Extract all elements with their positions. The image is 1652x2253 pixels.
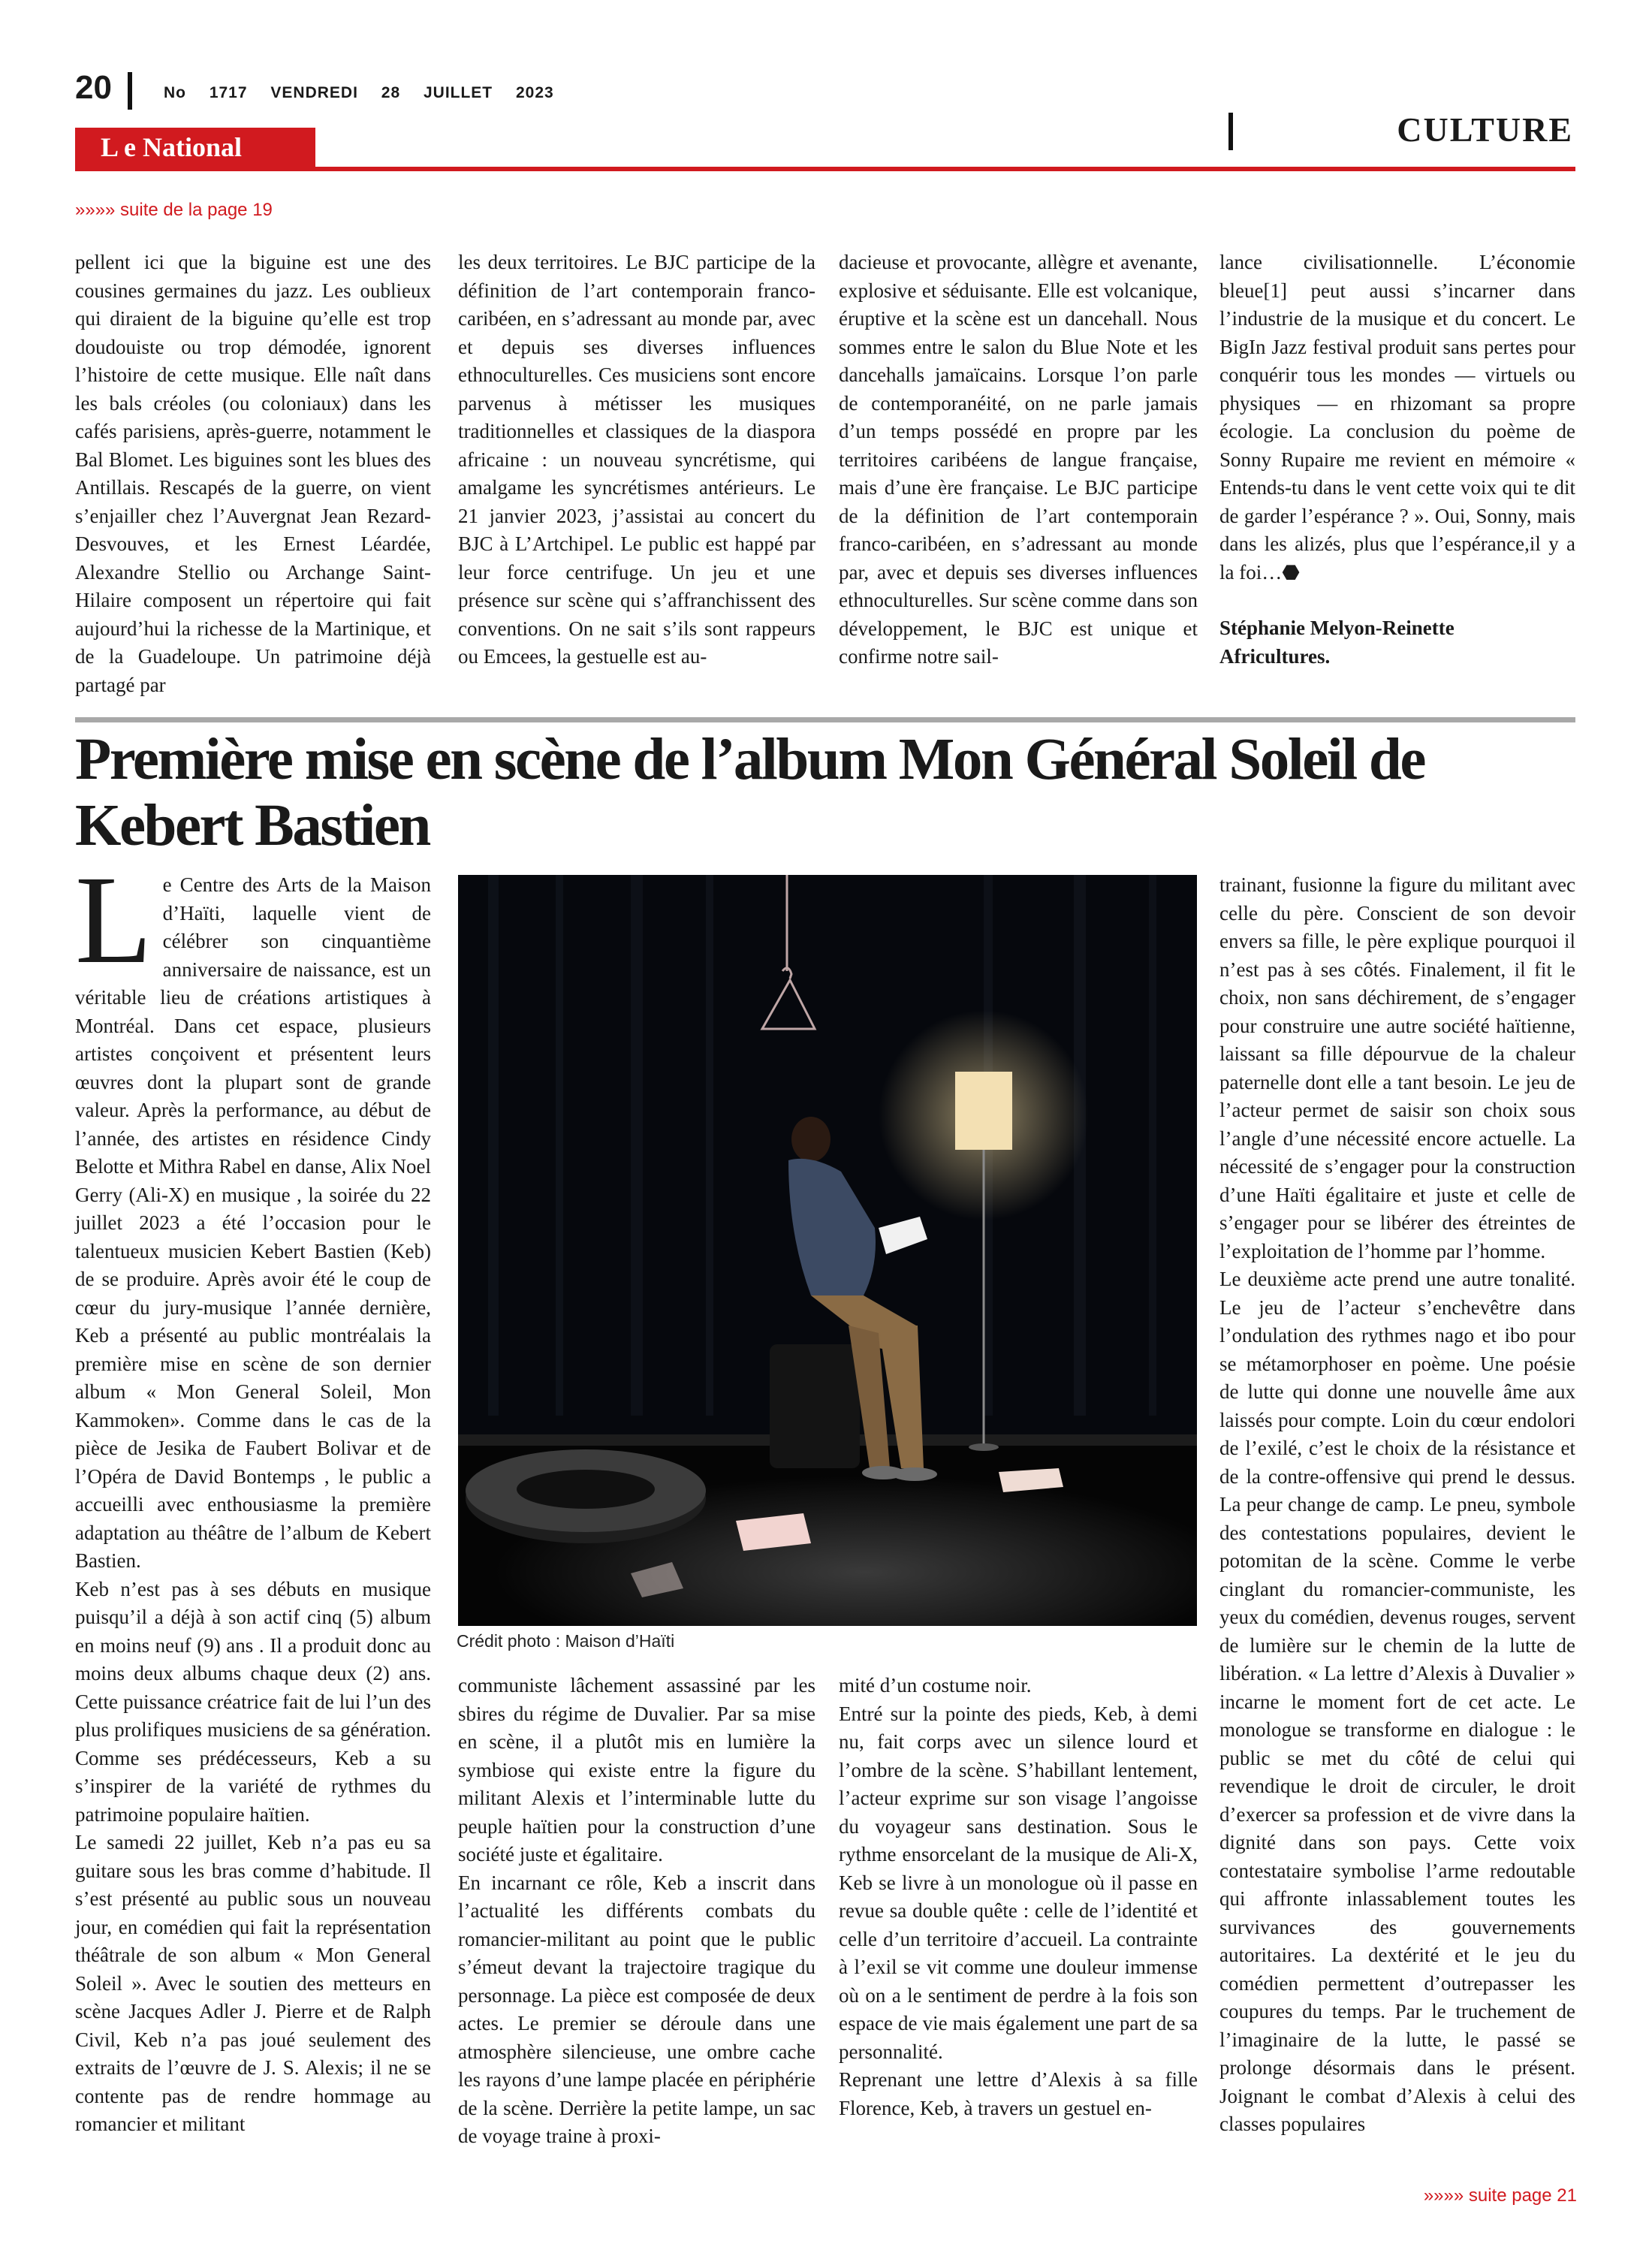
paragraph: [1219, 249, 1575, 587]
top-article-column-1: [75, 249, 431, 696]
headline: Première mise en scène de l’album Mon Général Soleil de Kebert Bastien: [75, 727, 1424, 858]
paragraph: dacieuse et provocante, allègre et avenante, explosive et séduisante. Elle est volcanique, éruptive et la scène est un dancehall. Nous sommes entre le salon du Blue Note et les dancehalls jamaïcains. Lorsque l’on parle de contemporanéité, on ne parle jamais d’un temps possédé en propre par les territoires caribéens de langue française, mais d’une ère française. Le BJC participe de la définition de l’art contemporain franco-caribéen, en s’adressant au monde par, avec et depuis ses diverses influences ethnoculturelles. Sur scène comme dans son développement, le BJC est unique et confirme notre sail-: [839, 251, 1198, 668]
paragraph: Entré sur la pointe des pieds, Keb, à demi nu, fait corps avec un silence lourd et l’ombre de la scène. S’habillant lentement, l’acteur exprime sur son visage l’angoisse du voyageur sans destination. Sous le rythme ensorcelant de la musique de Ali-X, Keb se livre à un monologue où il passe en revue sa double quête : celle de l’identité et celle d’un territoire d’accueil. La contrainte à l’exil se vit comme une douleur immense où on a le sentiment de perdre à la fois son espace de vie mais également une part de sa personnalité.: [839, 1702, 1198, 2063]
day: 28: [381, 84, 401, 101]
paragraph: Reprenant une lettre d’Alexis à sa fille Florence, Keb, à travers un gestuel en-: [839, 2068, 1198, 2119]
top-article-column-2: [458, 249, 815, 684]
spacer: [1219, 587, 1575, 614]
lead-text: e Centre des Arts de la Maison d’Haïti, laquelle vient de célébrer son cinquantième anniversaire de naissance, est un véritable lieu de créations artistiques à Montréal. Dans cet espace, plusieurs artistes conçoivent et présentent leurs œuvres dont la plupart sont de grande valeur. Après la performance, au début de l’année, des artistes en résidence Cindy Belotte et Mithra Rabel en danse, Alix Noel Gerry (Ali-X) en musique , la soirée du 22 juillet 2023 a été l’occasion pour le talentueux musicien Kebert Bastien (Keb) de se produire. Après avoir été le coup de cœur du jury-musique l’année dernière, Keb a présenté au public montréalais la première mise en scène de son dernier album « Mon General Soleil, Mon Kammoken». Comme dans le cas de la pièce de Jesika de Faubert Bolivar et de l’Opéra de David Bontemps , le public a accueilli avec enthousiasme la première adaptation au théâtre de l’album de Kebert Bastien.: [75, 873, 431, 1572]
tire: [466, 1449, 706, 1543]
author-source: Africultures.: [1219, 644, 1331, 668]
top-article-column-3: [839, 249, 1198, 684]
paragraph: les deux territoires. Le BJC participe de la définition de l’art contemporain franco-caribéen, en s’adressant au monde par, avec et depuis ses diverses influences ethnoculturelles. Ces musiciens sont encore parvenus à métisser les musiques traditionnelles et classiques de la diaspora africaine : un nouveau syncrétisme, qui amalgame les syncrétismes antérieurs. Le 21 janvier 2023, j’assistai au concert du BJC à L’Artchipel. Le public est happé par leur force centrifuge. Un jeu et une présence sur scène qui s’affranchissent des conventions. On ne sait s’ils sont rappeurs ou Emcees, la gestuelle est au-: [458, 251, 815, 668]
month: JUILLET: [423, 84, 493, 101]
section-divider: [1228, 113, 1233, 150]
paragraph: En incarnant ce rôle, Keb a inscrit dans l’actualité les différents combats du romancier-militant au point que le public s’émeut devant la trajectoire tragique du personnage. La pièce est composée de deux actes. Le premier se déroule dans une atmosphère silencieuse, une ombre cache les rayons d’une lampe placée en périphérie de la scène. Derrière la petite lampe, un sac de voyage traine à proxi-: [458, 1871, 815, 2147]
main-article-column-3: [839, 1672, 1198, 2122]
paragraph: Le deuxième acte prend une autre tonalité. Le jeu de l’acteur s’enchevêtre dans l’ondulation des rythmes nago et ibo pour se métamorphoser en poème. Une poésie de lutte qui donne une nouvelle âme aux laissés pour compte. Loin du cœur endolori de l’exilé, c’est le choix de la résistance et de la contre-offensive qui prend le dessus. La peur change de camp. Le pneu, symbole des contestations populaires, devient le potomitan de la scène. Comme le verbe cinglant du romancier-communiste, les yeux du comédien, devenus rouges, servent de lumière sur le chemin de la lutte de libération. « La lettre d’Alexis à Duvalier » incarne le moment fort de cet acte. Le monologue se transforme en dialogue : le public se met du côté de celui qui revendique le droit de circuler, le droit d’exercer sa profession et de vivre dans la dignité dans son pays. Cette voix contestataire symbolise l’arme redoutable qui affronte inlassablement toutes les survivances des gouvernements autoritaires. La dextérité et le jeu du comédien permettent d’outrepasser les coupures du temps. Par le truchement de l’imaginaire de la lutte, le passé se prolonge désormais dans le présent. Joignant le combat d’Alexis à celui des classes populaires: [1219, 1268, 1575, 2135]
weekday: VENDREDI: [270, 84, 358, 101]
main-article-column-2: [458, 1672, 815, 2151]
drop-cap: L: [75, 850, 152, 990]
author-name: Stéphanie Melyon-Reinette: [1219, 617, 1455, 639]
photo-credit: Crédit photo : Maison d’Haïti: [457, 1631, 675, 1651]
main-article-column-1: [75, 850, 431, 2139]
stage-photo: [458, 875, 1197, 1626]
paragraph: Keb n’est pas à ses débuts en musique puisqu’il a déjà à son actif cinq (5) album en moins neuf (9) ans . Il a produit donc au moins deux albums chaque deux (2) ans. Cette puissance créatrice fait de lui l’un des plus prolifiques musiciens de sa génération. Comme ses prédécesseurs, Keb a su s’inspirer de la variété de rythmes du patrimoine populaire haïtien.: [75, 1577, 431, 1826]
page-number-divider: [128, 72, 132, 110]
page-number: 20: [75, 69, 112, 106]
masthead-logo: L e National: [101, 132, 243, 162]
top-article-column-4: [1219, 249, 1575, 684]
paragraph: communiste lâchement assassiné par les sbires du régime de Duvalier. Par sa mise en scène, il a plutôt mis en lumière la symbiose qui existe entre la figure du militant Alexis et l’interminable lutte du peuple haïtien pour la construction d’une société juste et égalitaire.: [458, 1674, 815, 1865]
main-article-column-4: [1219, 871, 1575, 2139]
paragraph: pellent ici que la biguine est une des cousines germaines du jazz. Les oublieux qui diraient de la biguine qu’elle est trop doudouiste ou trop démodée, ignorent l’histoire de cette musique. Elle naît dans les bals créoles (ou coloniaux) dans les cafés parisiens, après-guerre, notamment le Bal Blomet. Les biguines sont les blues des Antillais. Rescapés de la guerre, on vient s’enjailler chez l’Auvergnat Jean Rezard-Desvouves, et les Ernest Léardée, Alexandre Stellio ou Archange Saint-Hilaire composent un répertoire qui fait aujourd’hui la richesse de la Martinique, et de la Guadeloupe. Un patrimoine déjà partagé par: [75, 251, 431, 696]
stool: [770, 1344, 860, 1468]
lead-paragraph: [75, 850, 431, 1576]
issue-dateline: [164, 84, 554, 102]
issue-number: No 1717: [164, 84, 248, 101]
paragraph: mité d’un costume noir.: [839, 1674, 1032, 1697]
year: 2023: [515, 84, 554, 101]
article-separator: [75, 717, 1575, 722]
paragraph: trainant, fusionne la figure du militant avec celle du père. Conscient de son devoir envers sa fille, le père explique pourquoi il n’est pas à ses côtés. Finalement, il fit le choix, non sans déchirement, de s’engager pour construire une autre société haïtienne, laissant sa fille dépourvue de la chaleur paternelle dont elle a tant besoin. Le jeu de l’acteur permet de saisir son choix sous l’angle d’une nécessité encore actuelle. La nécessité de s’engager pour la construction d’une Haïti égalitaire et juste et celle de s’engager pour se libérer des étreintes de l’exploitation de l’homme par l’homme.: [1219, 873, 1575, 1262]
section-title: CULTURE: [1397, 110, 1573, 149]
end-mark-icon: ⬣: [1282, 560, 1300, 584]
closing-text: lance civilisationnelle. L’économie bleue[1] peut aussi s’incarner dans l’industrie de la musique et du concert. Le BigIn Jazz festival produit sans pertes pour conquérir tous les mondes — virtuels ou physiques — en rhizomant sa propre écologie. La conclusion du poème de Sonny Rupaire me revient en mémoire « Entends-tu dans le vent cette voix qui te dit de garder l’espérance ? ». Oui, Sonny, mais dans les alizés, plus que l’espérance,il y a la foi…: [1219, 251, 1575, 584]
paragraph: Le samedi 22 juillet, Keb n’a pas eu sa guitare sous les bras comme d’habitude. Il s’est présenté au public sous un nouveau jour, en comédien qui fait la représentation théâtrale de son album « Mon General Soleil ». Avec le soutien des metteurs en scène Jacques Adler J. Pierre et de Ralph Civil, Keb n’a pas joué seulement des extraits de l’œuvre de J. S. Alexis; il ne se contente pas de rendre hommage au romancier et militant: [75, 1831, 431, 2135]
continued-to-link[interactable]: »»»» suite page 21: [1423, 2185, 1577, 2206]
lamp-shade: [955, 1072, 1012, 1150]
continued-from-link[interactable]: »»»» suite de la page 19: [75, 200, 273, 220]
